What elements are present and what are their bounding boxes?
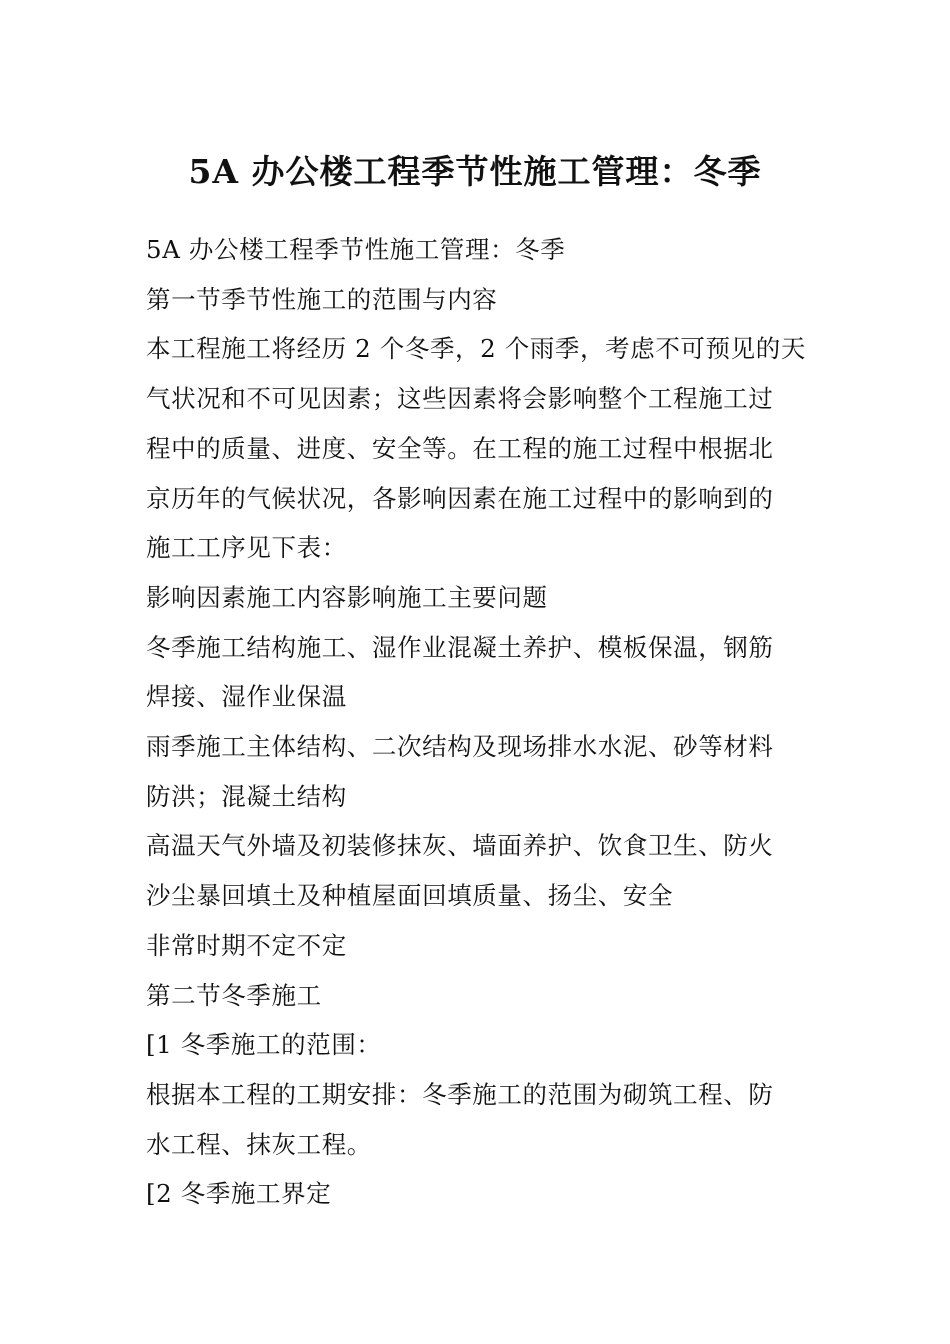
body-line: 雨季施工主体结构、二次结构及现场排水水泥、砂等材料 — [146, 732, 774, 762]
body-line: 冬季施工结构施工、湿作业混凝土养护、模板保温，钢筋 — [146, 632, 774, 662]
body-line: 焊接、湿作业保温 — [146, 682, 347, 712]
document-body — [146, 225, 810, 1219]
body-line: [2 冬季施工界定 — [146, 1179, 332, 1209]
body-line: 京历年的气候状况，各影响因素在施工过程中的影响到的 — [146, 483, 774, 513]
body-line: [1 冬季施工的范围： — [146, 1030, 382, 1060]
body-line: 第二节冬季施工 — [146, 980, 322, 1010]
body-line: 沙尘暴回填土及种植屋面回填质量、扬尘、安全 — [146, 881, 674, 911]
body-line: 本工程施工将经历 2 个冬季，2 个雨季，考虑不可预见的天 — [146, 334, 806, 364]
body-line: 根据本工程的工期安排：冬季施工的范围为砌筑工程、防 — [146, 1079, 774, 1109]
body-line: 5A 办公楼工程季节性施工管理：冬季 — [146, 235, 566, 264]
body-line: 第一节季节性施工的范围与内容 — [146, 284, 498, 314]
body-line: 非常时期不定不定 — [146, 930, 347, 960]
body-line: 高温天气外墙及初装修抹灰、墙面养护、饮食卫生、防火 — [146, 831, 774, 861]
body-line: 水工程、抹灰工程。 — [146, 1129, 372, 1159]
body-line: 气状况和不可见因素；这些因素将会影响整个工程施工过 — [146, 384, 774, 414]
body-line: 施工工序见下表： — [146, 533, 347, 563]
body-line: 程中的质量、进度、安全等。在工程的施工过程中根据北 — [146, 433, 774, 463]
body-line: 防洪；混凝土结构 — [146, 781, 347, 811]
document-title: 5A 办公楼工程季节性施工管理：冬季 — [188, 152, 762, 192]
body-line: 影响因素施工内容影响施工主要问题 — [146, 582, 548, 612]
